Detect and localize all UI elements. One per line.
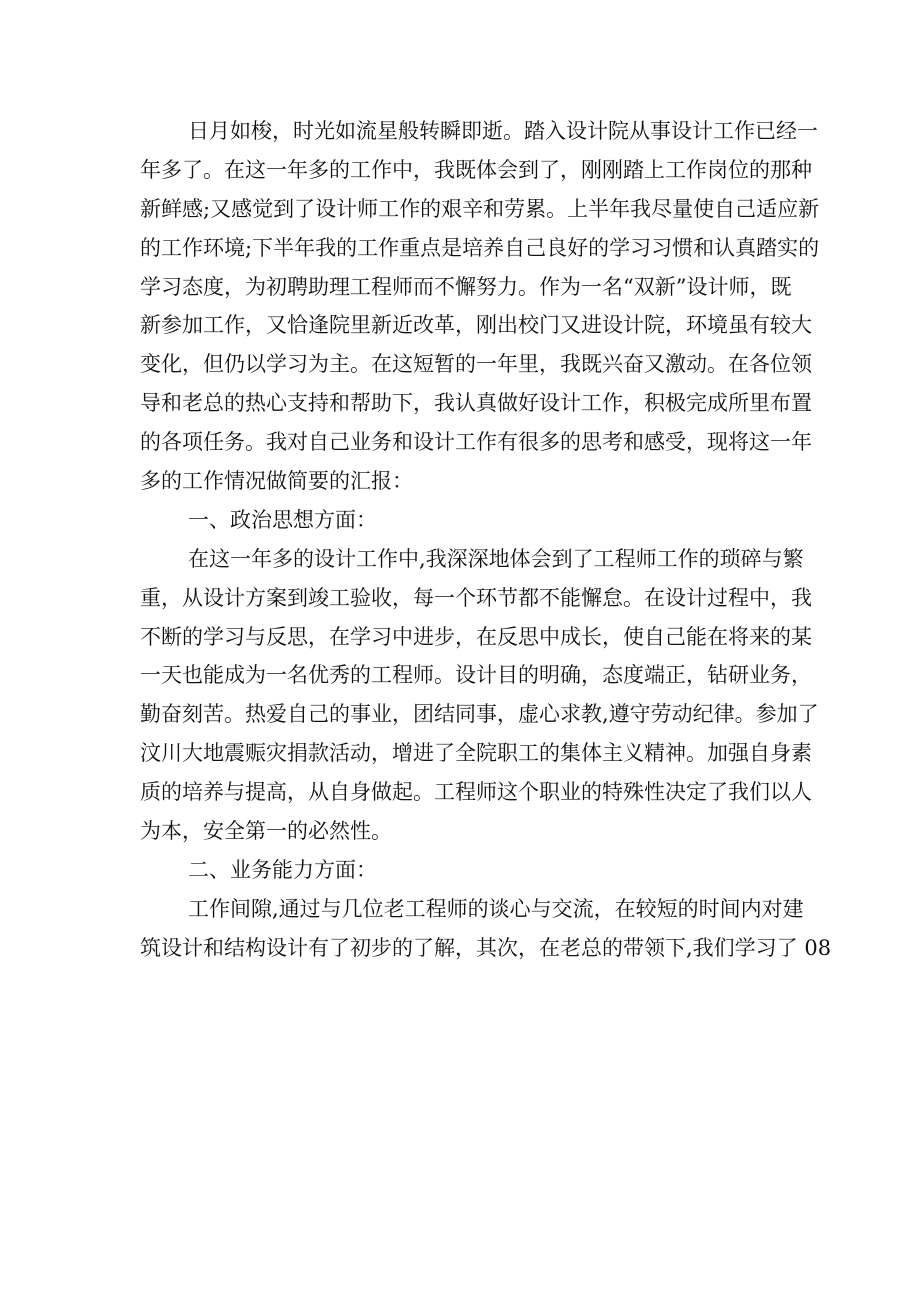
body-text-line: 变化，但仍以学习为主。在这短暂的一年里，我既兴奋又激动。在各位领 <box>140 352 812 377</box>
section-heading: 二、业务能力方面： <box>188 857 377 882</box>
body-text-line: 勤奋刻苦。热爱自己的事业，团结同事，虚心求教,遵守劳动纪律。参加了 <box>140 702 819 727</box>
body-text-line: 工作间隙,通过与几位老工程师的谈心与交流，在较短的时间内对建 <box>188 896 804 921</box>
body-text-line: 质的培养与提高，从自身做起。工程师这个职业的特殊性决定了我们以人 <box>140 780 812 805</box>
body-text-line: 导和老总的热心支持和帮助下，我认真做好设计工作，积极完成所里布置 <box>140 391 812 416</box>
body-text-line: 的工作环境;下半年我的工作重点是培养自己良好的学习习惯和认真踏实的 <box>140 235 820 260</box>
body-text-line: 一天也能成为一名优秀的工程师。设计目的明确，态度端正，钻研业务， <box>140 663 812 688</box>
body-text-line: 年多了。在这一年多的工作中，我既体会到了，刚刚踏上工作岗位的那种 <box>140 157 812 182</box>
document-body <box>140 112 832 968</box>
body-text-line: 多的工作情况做简要的汇报： <box>140 469 413 494</box>
body-text-line: 新鲜感;又感觉到了设计师工作的艰辛和劳累。上半年我尽量使自己适应新 <box>140 196 820 221</box>
body-text-line: 筑设计和结构设计有了初步的了解，其次，在老总的带领下,我们学习了 08 <box>140 935 832 960</box>
section-heading: 一、政治思想方面： <box>188 507 377 532</box>
body-text-line: 学习态度，为初聘助理工程师而不懈努力。作为一名“双新”设计师，既 <box>140 274 792 299</box>
body-text-line: 日月如梭，时光如流星般转瞬即逝。踏入设计院从事设计工作已经一 <box>188 119 818 143</box>
body-text-line: 在这一年多的设计工作中,我深深地体会到了工程师工作的琐碎与繁 <box>188 546 804 571</box>
body-text-line: 重，从设计方案到竣工验收，每一个环节都不能懈怠。在设计过程中，我 <box>140 585 812 610</box>
body-text-line: 的各项任务。我对自己业务和设计工作有很多的思考和感受，现将这一年 <box>140 430 812 455</box>
body-text-line: 不断的学习与反思，在学习中进步，在反思中成长，使自己能在将来的某 <box>140 624 812 649</box>
body-text-line: 为本，安全第一的必然性。 <box>140 819 392 844</box>
body-text-line: 新参加工作，又恰逢院里新近改革，刚出校门又进设计院，环境虽有较大 <box>140 313 812 338</box>
body-text-line: 汶川大地震赈灾捐款活动，增进了全院职工的集体主义精神。加强自身素 <box>140 741 812 766</box>
